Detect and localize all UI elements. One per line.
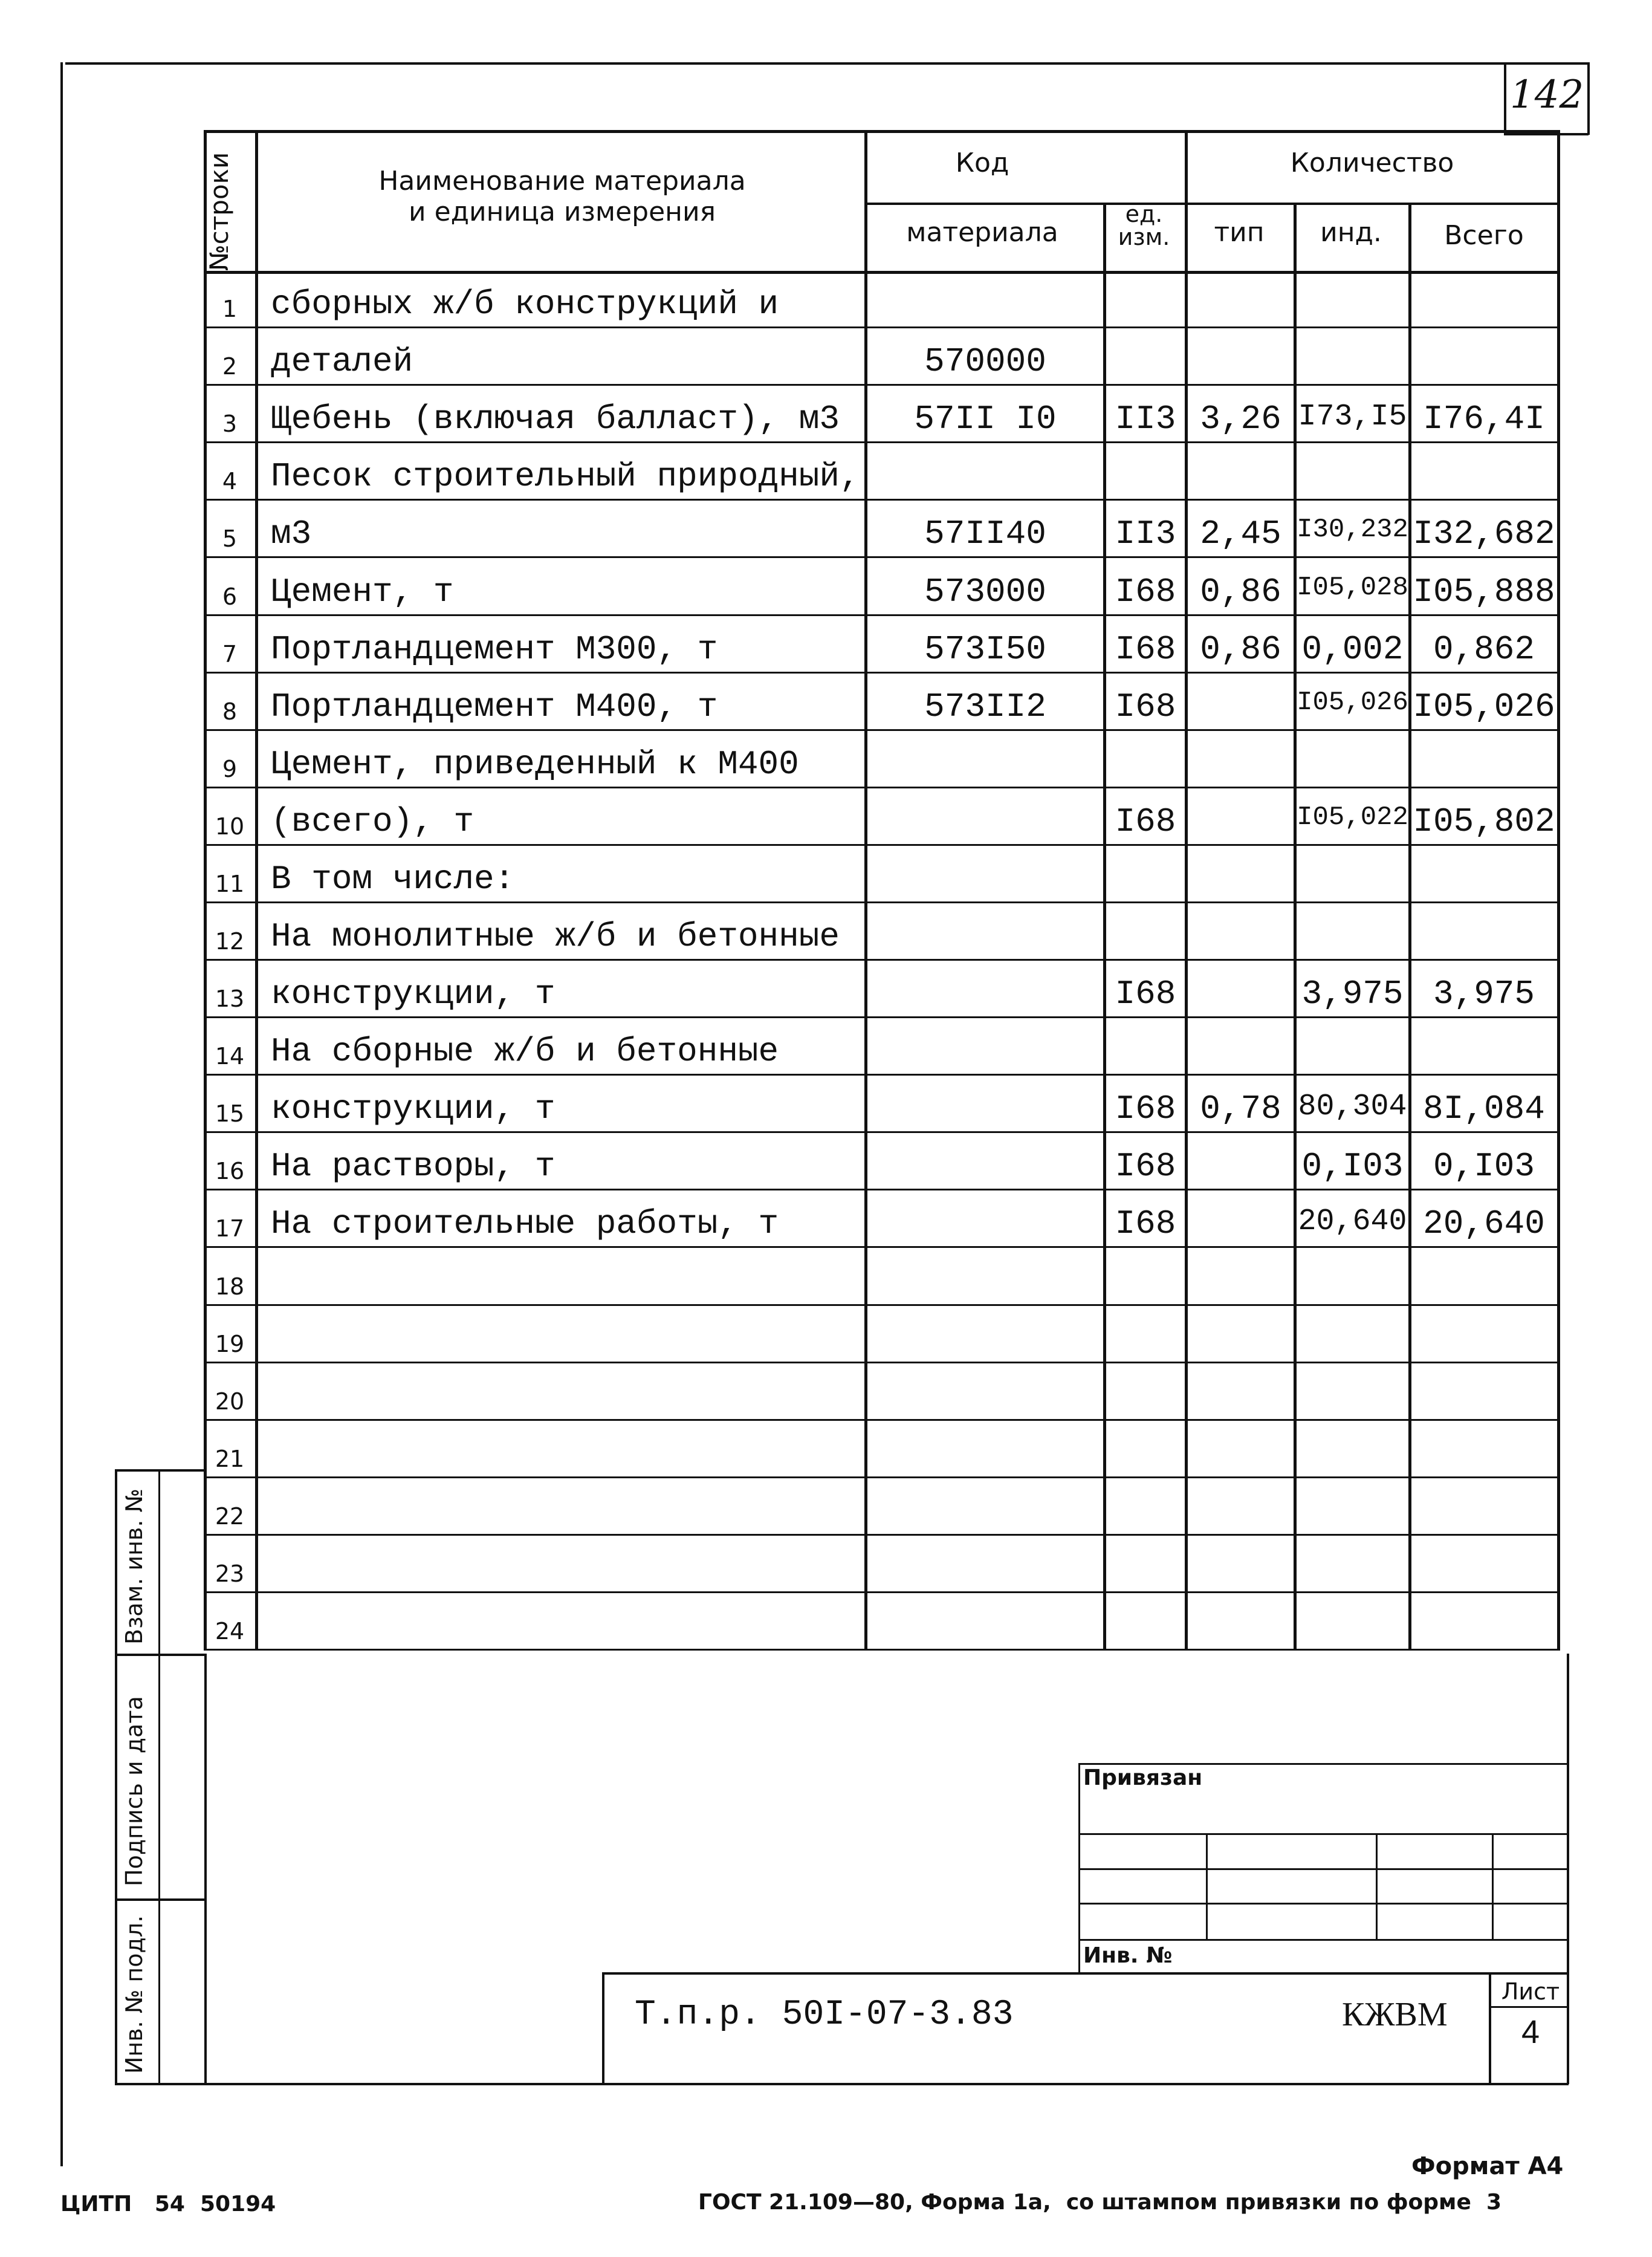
row-number: 17 [215, 1215, 245, 1242]
cell-ind: 20,640 [1298, 1204, 1407, 1239]
cell-code: 573I50 [924, 629, 1046, 669]
list-number: 4 [1521, 2014, 1540, 2050]
cell-total: I05,888 [1413, 572, 1555, 611]
cell-total: 0,I03 [1433, 1147, 1535, 1186]
header-unit: ед. изм. [1118, 201, 1170, 250]
row-number: 15 [215, 1100, 245, 1128]
cell-name: деталей [271, 342, 413, 382]
row-number: 7 [222, 640, 238, 667]
row-number: 10 [215, 813, 245, 840]
cell-ind: I30,232 [1297, 515, 1408, 545]
cell-name: м3 [271, 515, 312, 554]
doc-code: Т.п.р. 50I-07-3.83 [635, 1995, 1014, 2035]
cell-ind: I05,026 [1297, 687, 1408, 718]
cell-unit: I68 [1115, 1147, 1176, 1186]
cell-total: 0,862 [1433, 629, 1535, 669]
header-quantity: Количество [1290, 148, 1454, 178]
row-number: 13 [215, 986, 245, 1013]
cell-name: (всего), т [271, 802, 475, 841]
left-outer-border [60, 62, 63, 2166]
row-number: 21 [215, 1445, 245, 1472]
cell-name: Портландцемент М300, т [271, 629, 718, 669]
cell-total: I05,026 [1413, 687, 1555, 726]
cell-ind: 0,002 [1301, 629, 1404, 669]
cell-total: 3,975 [1433, 975, 1535, 1014]
stamp-privyazan: Привязан [1083, 1765, 1203, 1790]
header-name: Наименование материала и единица измерения [378, 166, 746, 227]
sheet-number: 142 [1510, 73, 1584, 117]
cell-name: конструкции, т [271, 1090, 556, 1129]
stamp-inv-no: Инв. № [1083, 1943, 1173, 1968]
cell-ind: I73,I5 [1298, 400, 1407, 435]
row-number: 12 [215, 928, 245, 955]
cell-code: 570000 [924, 342, 1046, 382]
footer-left: ЦИТП 54 50194 [60, 2192, 276, 2216]
cell-name: На растворы, т [271, 1147, 556, 1186]
doc-mark: КЖВМ [1342, 1996, 1448, 2033]
cell-total: 8I,084 [1423, 1090, 1545, 1129]
format-label: Формат А4 [1411, 2152, 1564, 2180]
row-number: 5 [222, 525, 238, 553]
header-tip: тип [1214, 217, 1265, 248]
row-number: 16 [215, 1158, 245, 1185]
cell-code: 57II40 [924, 515, 1046, 554]
header-ind: инд. [1320, 217, 1382, 248]
cell-unit: I68 [1115, 572, 1176, 611]
cell-name: На строительные работы, т [271, 1204, 779, 1244]
cell-ind: I05,022 [1297, 802, 1408, 833]
cell-total: I05,802 [1413, 802, 1555, 841]
cell-unit: I68 [1115, 1204, 1176, 1244]
header-material: материала [906, 217, 1058, 248]
cell-code: 573000 [924, 572, 1046, 611]
cell-unit: I68 [1115, 802, 1176, 841]
cell-name: На монолитные ж/б и бетонные [271, 917, 840, 956]
row-number: 9 [222, 755, 238, 782]
label-vzam-inv: Взам. инв. № [121, 1488, 147, 1645]
cell-tip: 0,78 [1200, 1090, 1281, 1129]
label-inv-podl: Инв. № подл. [121, 1915, 147, 2074]
cell-code: 573II2 [924, 687, 1046, 726]
cell-unit: II3 [1115, 515, 1176, 554]
cell-total: 20,640 [1423, 1204, 1545, 1244]
row-number: 8 [222, 698, 238, 725]
cell-tip: 3,26 [1200, 400, 1281, 439]
cell-ind: 3,975 [1301, 975, 1404, 1014]
cell-tip: 2,45 [1200, 515, 1281, 554]
cell-name: В том числе: [271, 859, 515, 898]
cell-ind: I05,028 [1297, 572, 1408, 603]
cell-name: На сборные ж/б и бетонные [271, 1032, 779, 1071]
cell-name: Цемент, т [271, 572, 454, 611]
cell-unit: I68 [1115, 975, 1176, 1014]
cell-tip: 0,86 [1200, 629, 1281, 669]
cell-name: Щебень (включая балласт), м3 [271, 400, 840, 439]
row-number: 24 [215, 1618, 245, 1645]
cell-name: Цемент, приведенный к М400 [271, 744, 799, 784]
cell-total: I76,4I [1423, 400, 1545, 439]
header-row-no: №строки [204, 152, 234, 271]
cell-ind: 80,304 [1298, 1090, 1407, 1125]
header-total: Всего [1444, 220, 1524, 251]
row-number: 20 [215, 1388, 245, 1415]
row-number: 6 [222, 583, 238, 610]
row-number: 1 [222, 296, 238, 323]
cell-unit: I68 [1115, 629, 1176, 669]
cell-unit: I68 [1115, 687, 1176, 726]
cell-unit: II3 [1115, 400, 1176, 439]
row-number: 19 [215, 1330, 245, 1357]
header-code: Код [955, 148, 1009, 178]
cell-ind: 0,I03 [1301, 1147, 1404, 1186]
cell-name: конструкции, т [271, 975, 556, 1014]
row-number: 22 [215, 1502, 245, 1530]
cell-name: Песок строительный природный, [271, 457, 860, 496]
row-number: 23 [215, 1560, 245, 1587]
cell-unit: I68 [1115, 1090, 1176, 1129]
row-number: 11 [215, 870, 245, 897]
row-number: 2 [222, 353, 238, 380]
cell-code: 57II I0 [914, 400, 1057, 439]
row-number: 3 [222, 411, 238, 438]
row-number: 14 [215, 1043, 245, 1070]
top-border [65, 62, 1589, 65]
footer-gost: ГОСТ 21.109—80, Форма 1а, со штампом привязки по форме 3 [698, 2190, 1501, 2215]
cell-name: сборных ж/б конструкций и [271, 285, 779, 324]
list-label: Лист [1501, 1978, 1560, 2005]
cell-total: I32,682 [1413, 515, 1555, 554]
label-podpis-data: Подпись и дата [121, 1696, 147, 1886]
cell-tip: 0,86 [1200, 572, 1281, 611]
cell-name: Портландцемент М400, т [271, 687, 718, 726]
row-number: 4 [222, 468, 238, 495]
row-number: 18 [215, 1273, 245, 1300]
